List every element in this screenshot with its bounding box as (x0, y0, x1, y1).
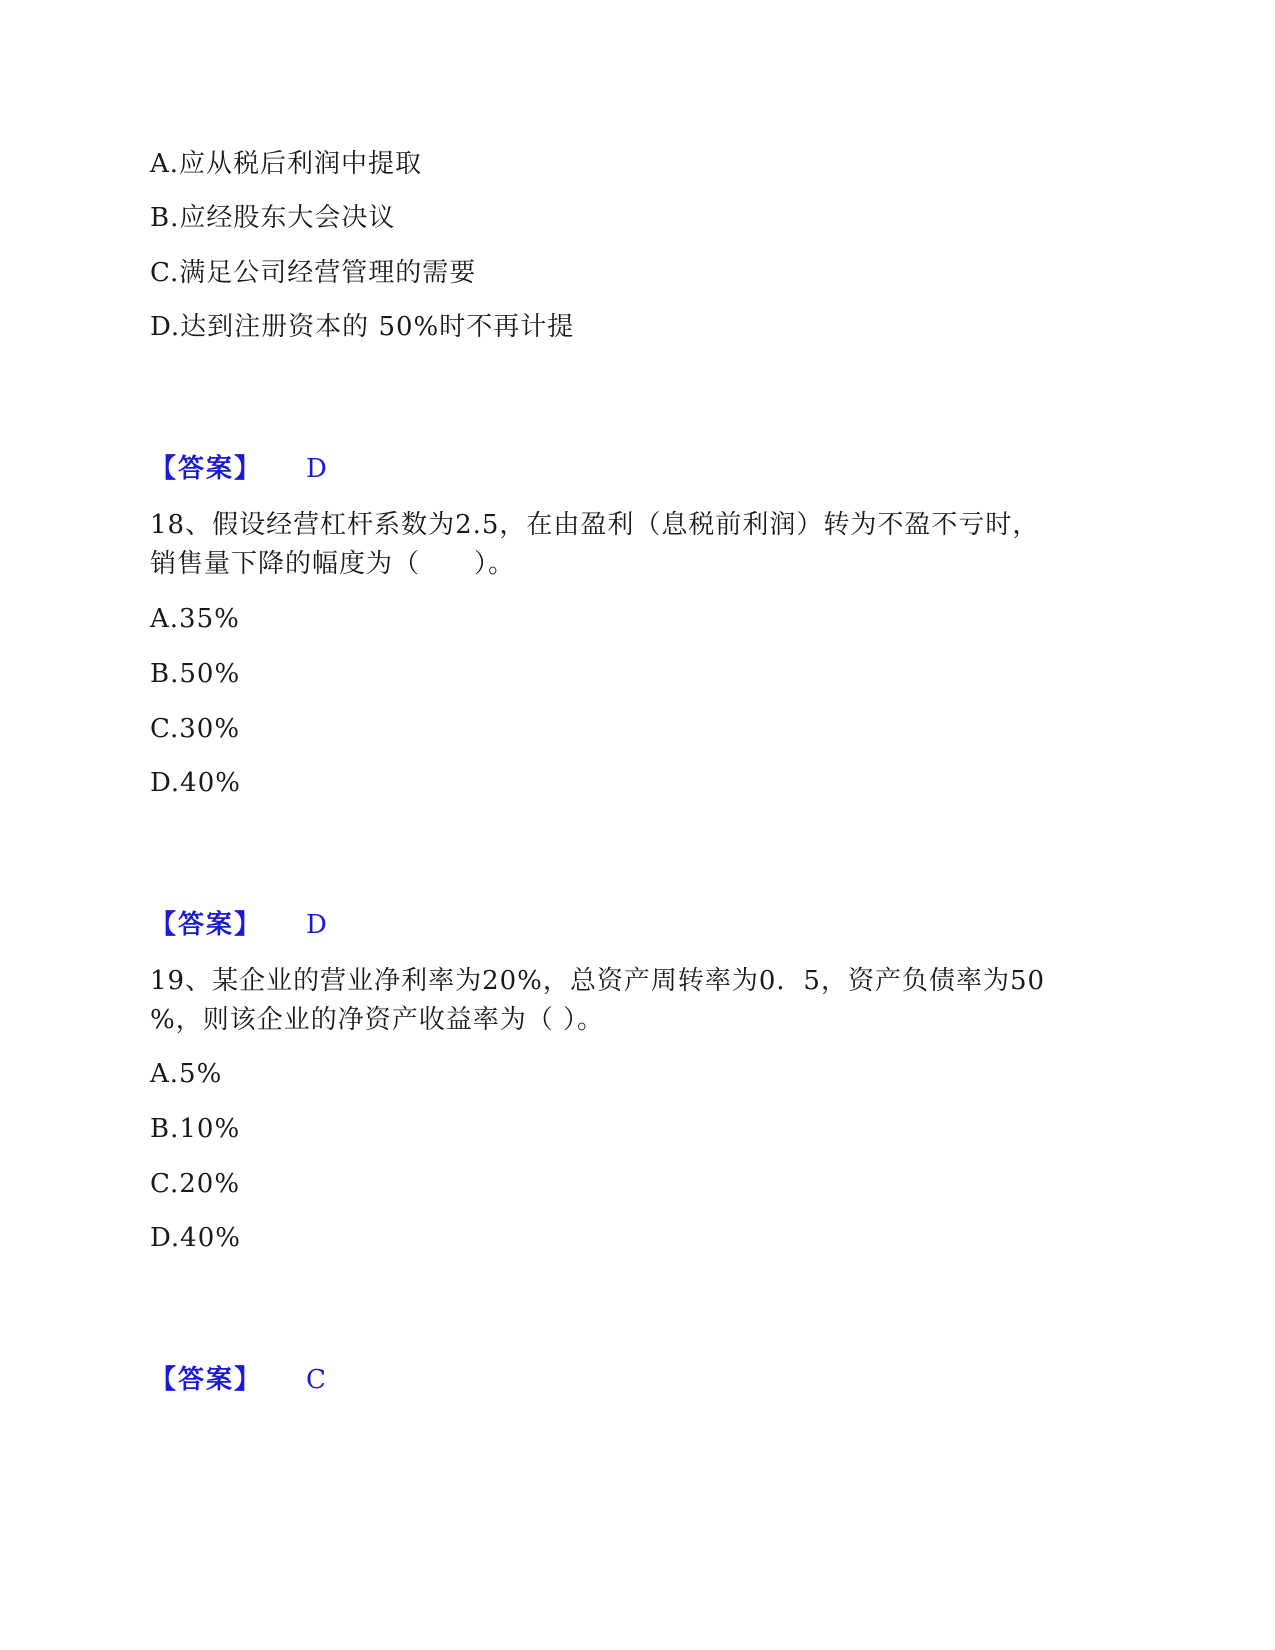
q19-answer (150, 1363, 326, 1397)
q18-option-c: C.30% (150, 714, 241, 744)
q18-stem-line-2: 销售量下降的幅度为（ ）。 (150, 549, 516, 579)
q19-stem-line-2: %，则该企业的净资产收益率为（ ）。 (150, 1005, 604, 1035)
q18-stem-line-1: 18、假设经营杠杆系数为2.5，在由盈利（息税前利润）转为不盈不亏时， (150, 510, 1040, 540)
q18-option-b: B.50% (150, 659, 241, 689)
q17-option-c: C.满足公司经营管理的需要 (150, 258, 477, 288)
q19-option-c: C.20% (150, 1169, 241, 1199)
answer-value: D (306, 454, 327, 484)
q17-option-a: A.应从税后利润中提取 (150, 149, 423, 179)
q19-option-a: A.5% (150, 1059, 223, 1089)
answer-label: 【答案】 (150, 910, 263, 940)
answer-label: 【答案】 (150, 454, 263, 484)
answer-value: D (306, 910, 327, 940)
q18-answer (150, 908, 327, 942)
q19-option-b: B.10% (150, 1114, 241, 1144)
q17-answer (150, 452, 327, 486)
answer-label: 【答案】 (150, 1365, 263, 1395)
q17-option-d: D.达到注册资本的 50%时不再计提 (150, 312, 575, 342)
answer-value: C (306, 1365, 326, 1395)
q18-option-a: A.35% (150, 604, 240, 634)
q17-option-b: B.应经股东大会决议 (150, 203, 396, 233)
q18-option-d: D.40% (150, 768, 241, 798)
q19-option-d: D.40% (150, 1223, 241, 1253)
q19-stem-line-1: 19、某企业的营业净利率为20%，总资产周转率为0．5，资产负债率为50 (150, 966, 1046, 996)
